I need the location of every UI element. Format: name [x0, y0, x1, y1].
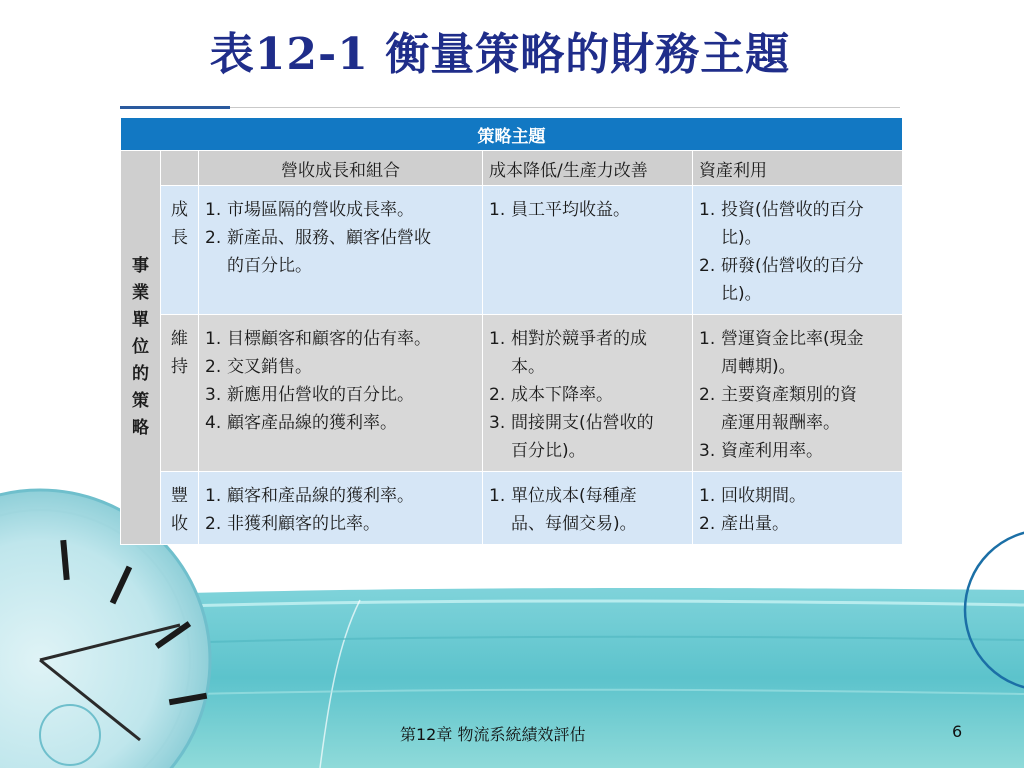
- item-list: [489, 196, 688, 224]
- item-text: 回收期間。: [721, 486, 806, 506]
- table-header: 策略主題: [121, 118, 903, 151]
- title-divider-accent: [120, 106, 230, 109]
- item-list: [205, 482, 478, 538]
- item-text: 新產品、服務、顧客佔營收: [227, 228, 431, 248]
- list-item: [699, 252, 898, 280]
- list-item: [205, 252, 478, 280]
- table-cell: [483, 186, 693, 315]
- list-item: [699, 510, 898, 538]
- side-label-char: 略: [132, 418, 149, 438]
- item-text: 產出量。: [721, 514, 789, 534]
- side-label-char: 位: [132, 337, 149, 357]
- item-number: 3.: [699, 441, 716, 461]
- side-label-char: 策: [132, 391, 149, 411]
- item-number: 1.: [699, 329, 716, 349]
- item-text: 研發(佔營收的百分: [721, 256, 864, 276]
- list-item: [205, 224, 478, 252]
- table-cell: [199, 186, 483, 315]
- table-row: [121, 186, 903, 315]
- column-header: 成本降低/生產力改善: [483, 151, 693, 186]
- item-number: 1.: [489, 200, 506, 220]
- item-text: 相對於競爭者的成: [511, 329, 647, 349]
- row-label-char: 收: [171, 514, 188, 534]
- item-number: 1.: [205, 329, 222, 349]
- item-number: 2.: [699, 514, 716, 534]
- column-header-row: [121, 151, 903, 186]
- item-text: 周轉期)。: [721, 357, 796, 377]
- item-text: 顧客產品線的獲利率。: [227, 413, 397, 433]
- list-item: [699, 437, 898, 465]
- item-number: 2.: [699, 385, 716, 405]
- table-cell: [693, 315, 903, 472]
- item-text: 資產利用率。: [721, 441, 823, 461]
- item-text: 成本下降率。: [511, 385, 613, 405]
- list-item: [489, 482, 688, 510]
- list-item: [205, 409, 478, 437]
- column-header: 營收成長和組合: [199, 151, 483, 186]
- item-text: 營運資金比率(現金: [721, 329, 864, 349]
- item-list: [489, 482, 688, 538]
- footer-chapter: 第12章 物流系統績效評估: [400, 725, 586, 744]
- item-text: 百分比)。: [511, 441, 586, 461]
- item-number: 1.: [489, 486, 506, 506]
- list-item: [699, 409, 898, 437]
- item-number: 1.: [699, 486, 716, 506]
- item-text: 交叉銷售。: [227, 357, 312, 377]
- item-list: [699, 325, 898, 465]
- side-label-char: 業: [132, 283, 149, 303]
- item-text: 間接開支(佔營收的: [511, 413, 654, 433]
- side-label-char: 事: [132, 256, 149, 276]
- item-list: [205, 325, 478, 437]
- table-cell: [693, 472, 903, 545]
- item-text: 顧客和產品線的獲利率。: [227, 486, 414, 506]
- row-label-char: 成: [171, 200, 188, 220]
- table-row: [121, 472, 903, 545]
- list-item: [489, 381, 688, 409]
- list-item: [699, 280, 898, 308]
- row-label-char: 持: [171, 357, 188, 377]
- list-item: [699, 325, 898, 353]
- item-number: 2.: [205, 357, 222, 377]
- item-list: [205, 196, 478, 280]
- item-list: [699, 482, 898, 538]
- item-text: 新應用佔營收的百分比。: [227, 385, 414, 405]
- strategy-table: [120, 117, 903, 545]
- list-item: [205, 196, 478, 224]
- title-divider: [120, 107, 900, 108]
- row-label-char: 長: [171, 228, 188, 248]
- item-text: 品、每個交易)。: [511, 514, 637, 534]
- blank-cell: [161, 151, 199, 186]
- item-text: 目標顧客和顧客的佔有率。: [227, 329, 431, 349]
- item-text: 非獲利顧客的比率。: [227, 514, 380, 534]
- list-item: [489, 353, 688, 381]
- item-number: 2.: [699, 256, 716, 276]
- item-text: 本。: [511, 357, 545, 377]
- page-number: 6: [952, 722, 963, 741]
- list-item: [699, 353, 898, 381]
- item-number: 1.: [489, 329, 506, 349]
- list-item: [699, 224, 898, 252]
- list-item: [205, 353, 478, 381]
- item-text: 比)。: [721, 284, 762, 304]
- table-cell: [483, 315, 693, 472]
- item-text: 員工平均收益。: [511, 200, 630, 220]
- item-text: 比)。: [721, 228, 762, 248]
- row-label: [161, 315, 199, 472]
- side-label-char: 單: [132, 310, 149, 330]
- list-item: [489, 325, 688, 353]
- row-label: [161, 472, 199, 545]
- row-label-char: 維: [171, 329, 188, 349]
- item-number: 1.: [699, 200, 716, 220]
- item-number: 2.: [489, 385, 506, 405]
- item-text: 產運用報酬率。: [721, 413, 840, 433]
- list-item: [489, 510, 688, 538]
- table-cell: [483, 472, 693, 545]
- list-item: [489, 196, 688, 224]
- item-list: [489, 325, 688, 465]
- item-number: 1.: [205, 200, 222, 220]
- header-row: [121, 118, 903, 151]
- list-item: [489, 409, 688, 437]
- table-cell: [199, 472, 483, 545]
- item-number: 2.: [205, 228, 222, 248]
- item-text: 市場區隔的營收成長率。: [227, 200, 414, 220]
- list-item: [205, 325, 478, 353]
- slide-title: 表12-1 衡量策略的財務主題: [209, 29, 791, 80]
- item-number: 1.: [205, 486, 222, 506]
- item-text: 投資(佔營收的百分: [721, 200, 864, 220]
- list-item: [205, 381, 478, 409]
- list-item: [205, 510, 478, 538]
- list-item: [699, 381, 898, 409]
- list-item: [489, 437, 688, 465]
- row-label: [161, 186, 199, 315]
- side-label: [121, 151, 161, 545]
- column-header: 資產利用: [693, 151, 903, 186]
- item-number: 3.: [489, 413, 506, 433]
- table-row: [121, 315, 903, 472]
- row-label-char: 豐: [171, 486, 188, 506]
- table-cell: [199, 315, 483, 472]
- side-label-char: 的: [132, 364, 149, 384]
- list-item: [699, 196, 898, 224]
- list-item: [205, 482, 478, 510]
- item-number: 2.: [205, 514, 222, 534]
- item-list: [699, 196, 898, 308]
- list-item: [699, 482, 898, 510]
- table-cell: [693, 186, 903, 315]
- item-text: 主要資產類別的資: [721, 385, 857, 405]
- item-text: 單位成本(每種產: [511, 486, 637, 506]
- item-number: 4.: [205, 413, 222, 433]
- item-text: 的百分比。: [227, 256, 312, 276]
- item-number: 3.: [205, 385, 222, 405]
